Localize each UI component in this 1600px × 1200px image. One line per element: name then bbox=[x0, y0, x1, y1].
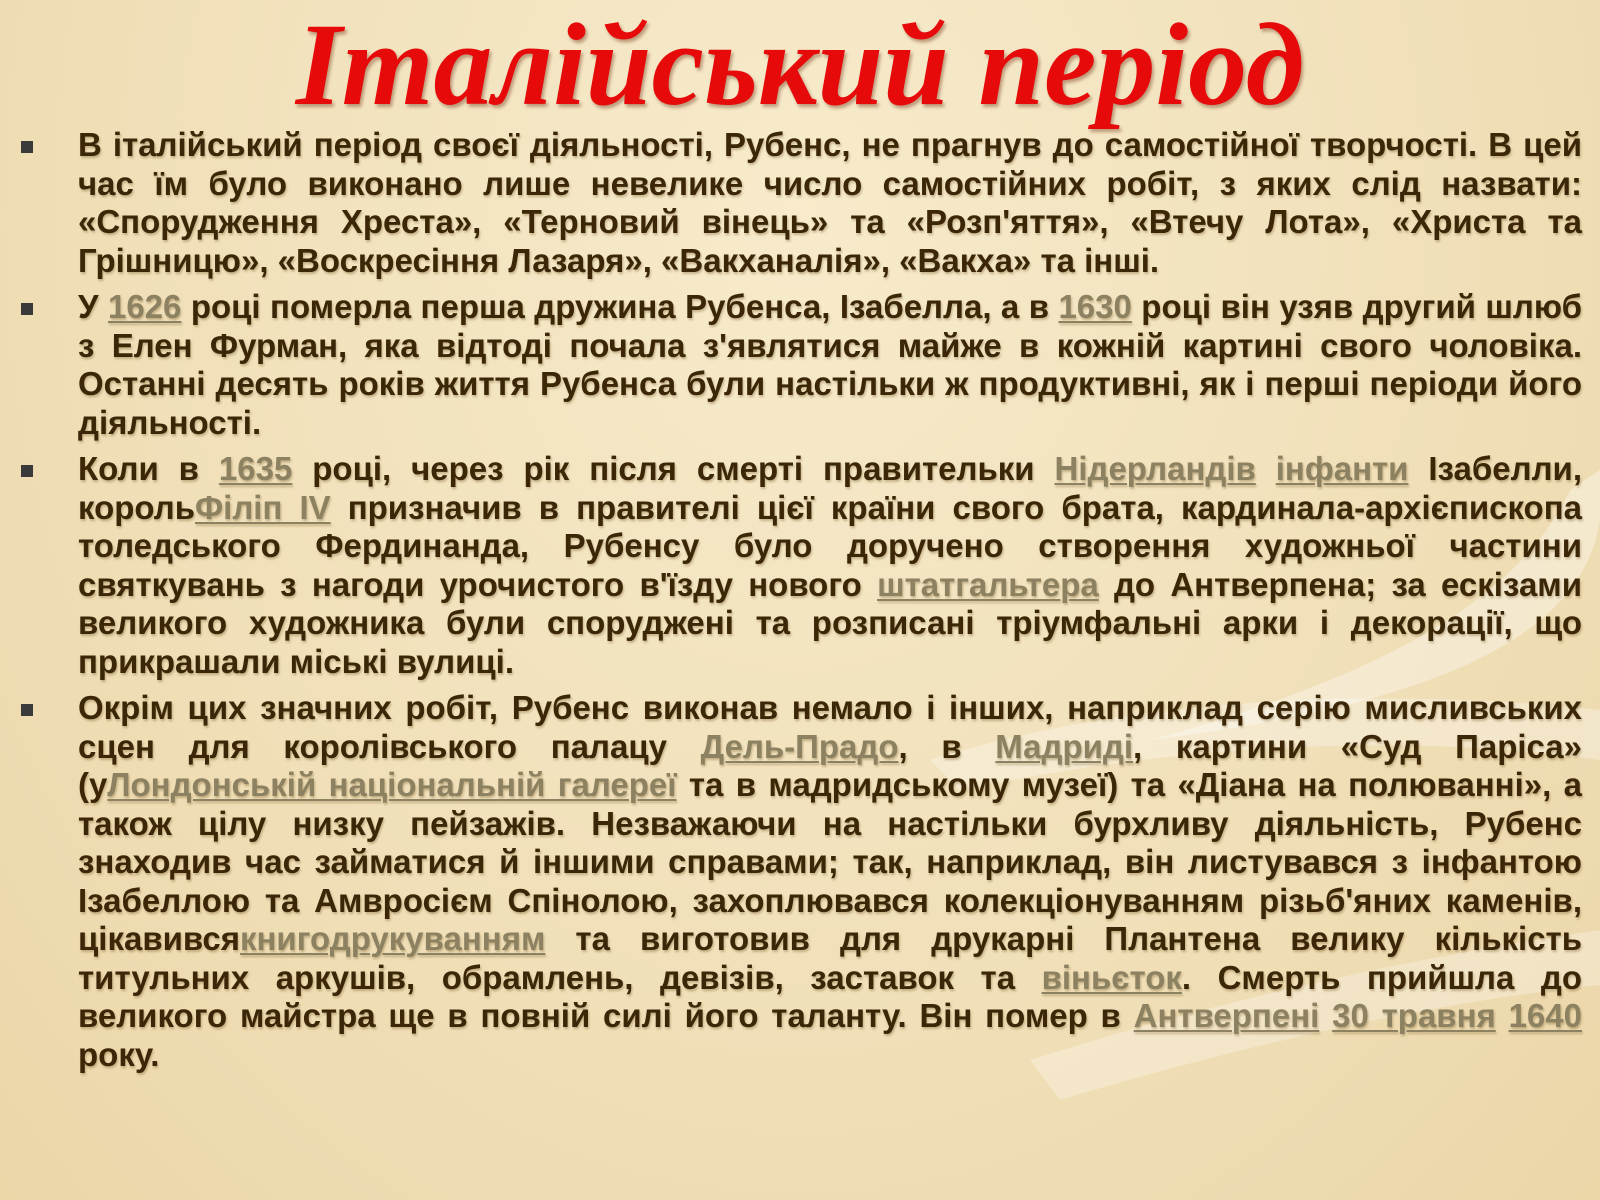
link-national-gallery-london[interactable]: Лондонській національній галереї bbox=[107, 766, 677, 803]
bullet-text: Ізабелли, король bbox=[78, 450, 1582, 526]
bullet-text: У bbox=[78, 288, 108, 325]
bullet-item-marriage bbox=[78, 288, 1582, 442]
bullet-text: році, через рік після смерті правительки bbox=[292, 450, 1055, 487]
link-year-1630[interactable]: 1630 bbox=[1058, 288, 1132, 325]
link-may-30[interactable]: 30 травня bbox=[1332, 997, 1496, 1034]
link-year-1635[interactable]: 1635 bbox=[218, 450, 293, 487]
bullet-text: та в мадридському музеї) та «Діана на полюванні», а також цілу низку пейзажів. Незважаючи на настільки бурхливу діяльність, Рубенс знаходив час займатися й іншими справами; так, наприклад, він листувався з інфантою Ізабеллою та Амвросієм Спінолою, захоплювався колекціонуванням різьб'яних каменів, цікавився bbox=[78, 766, 1582, 957]
square-bullet-icon bbox=[21, 704, 33, 716]
bullet-text: Окрім цих значних робіт, Рубенс виконав немало і інших, наприклад серію мисливських сцен для королівського палацу bbox=[78, 689, 1582, 765]
link-madrid[interactable]: Мадриді bbox=[995, 727, 1134, 765]
bullet-text: року. bbox=[78, 1035, 160, 1073]
bullet-text: та виготовив для друкарні Плантена велику кількість титульних аркушів, обрамлень, девізів, заставок та bbox=[78, 920, 1582, 996]
bullet-text: році померла перша дружина Рубенса, Ізабелла, а в bbox=[181, 288, 1059, 325]
bullet-text: році він узяв другий шлюб з Елен Фурман, яка відтоді почала з'являтися майже в кожній картині свого чоловіка. Останні десять років життя Рубенса були настільки ж продуктивні, як і перші періоди його діяльності. bbox=[78, 288, 1582, 441]
link-vignettes[interactable]: віньєток bbox=[1041, 958, 1182, 996]
bullet-text: Коли в bbox=[78, 450, 219, 487]
bullet-text: призначив в правителі цієї країни свого брата, кардинала-архієпископа толедського Фердинанда, Рубенсу було доручено створення художньої частини святкувань з нагоди урочистого в'їзду нового bbox=[78, 488, 1582, 603]
link-antwerp[interactable]: Антверпені bbox=[1133, 997, 1320, 1034]
square-bullet-icon bbox=[21, 141, 33, 153]
link-philip-iv[interactable]: Філіп IV bbox=[194, 488, 331, 526]
link-year-1640[interactable]: 1640 bbox=[1508, 997, 1582, 1034]
bullet-item-antwerp-entry bbox=[78, 450, 1582, 681]
link-stadtholder[interactable]: штатгальтера bbox=[877, 565, 1099, 603]
link-netherlands[interactable]: Нідерландів bbox=[1054, 450, 1256, 487]
link-book-printing[interactable]: книгодрукуванням bbox=[239, 920, 546, 957]
bullet-list bbox=[0, 126, 1600, 1082]
square-bullet-icon bbox=[21, 303, 33, 315]
bullet-text: . Смерть прийшла до великого майстра ще в повній силі його таланту. Він помер в bbox=[78, 958, 1583, 1034]
bullet-item-other-works bbox=[78, 689, 1582, 1074]
link-year-1626[interactable]: 1626 bbox=[107, 288, 182, 325]
bullet-text: , в bbox=[898, 727, 996, 765]
link-infanta[interactable]: інфанти bbox=[1275, 450, 1409, 487]
bullet-item-italian-period bbox=[78, 126, 1582, 280]
bullet-text: до Антверпена; за ескізами великого художника були споруджені та розписані тріумфальні арки і декорації, що прикрашали міські вулиці. bbox=[78, 565, 1582, 680]
slide-title: Італійський період bbox=[295, 0, 1305, 130]
bullet-text: , картини «Суд Паріса» (у bbox=[78, 727, 1582, 803]
bullet-text: В італійський період своєї діяльності, Рубенс, не прагнув до самостійної творчості. В цей час їм було виконано лише невелике число самостійних робіт, з яких слід назвати: «Спорудження Хреста», «Терновий вінець» та «Розп'яття», «Втечу Лота», «Христа та Грішницю», «Воскресіння Лазаря», «Вакханалія», «Вакха» та інші. bbox=[78, 126, 1582, 279]
square-bullet-icon bbox=[21, 465, 33, 477]
link-del-prado[interactable]: Дель-Прадо bbox=[700, 727, 899, 765]
